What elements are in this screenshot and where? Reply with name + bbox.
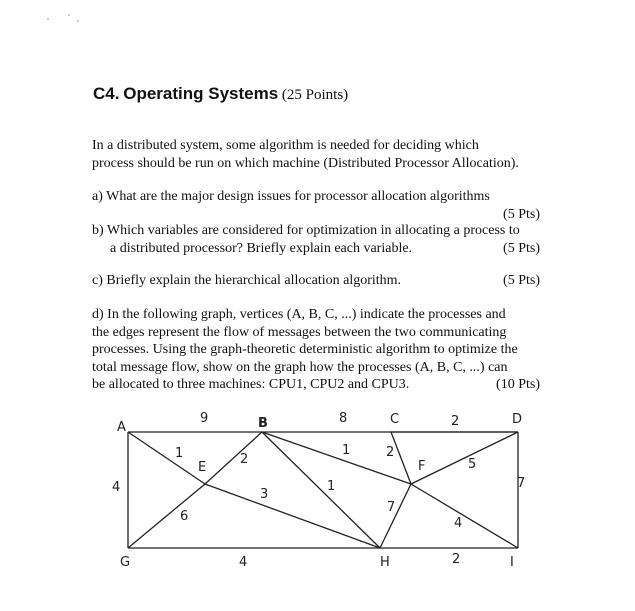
edge-weight-label: 4: [239, 555, 248, 570]
question-d-points: (10 Pts): [496, 377, 540, 392]
vertex-label-d: D: [512, 412, 523, 427]
question-b-line2: a distributed processor? Briefly explain each variable.: [110, 240, 413, 256]
edge-weight-label: 1: [342, 443, 351, 458]
edge-weight-label: 3: [260, 487, 269, 502]
edge-e-h: [205, 484, 380, 548]
edge-weight-label: 2: [451, 414, 460, 429]
edge-f-h: [380, 484, 411, 548]
vertex-label-b: B: [258, 416, 268, 431]
vertex-label-h: H: [380, 555, 390, 570]
intro-line: In a distributed system, some algorithm is needed for deciding which: [92, 138, 479, 153]
edge-weight-label: 2: [386, 445, 395, 460]
edge-f-d: [411, 432, 518, 484]
vertex-label-c: C: [390, 412, 400, 427]
edge-b-h: [262, 432, 380, 548]
question-b-points: (5 Pts): [503, 240, 540, 256]
question-d-line: processes. Using the graph-theoretic deterministic algorithm to optimize the: [92, 342, 518, 357]
edge-weight-label: 4: [112, 480, 121, 495]
edge-weight-label: 8: [339, 411, 348, 426]
edge-weight-label: 4: [454, 516, 463, 531]
vertex-label-a: A: [117, 420, 126, 435]
edge-weight-label: 6: [180, 509, 189, 524]
edge-weight-label: 1: [327, 479, 336, 494]
heading-points: (25 Points): [281, 87, 349, 103]
vertex-label-f: F: [418, 459, 426, 474]
vertex-label-g: G: [120, 555, 131, 570]
heading-code: C4.: [93, 84, 120, 103]
question-a-points: (5 Pts): [503, 206, 540, 222]
question-d-line: d) In the following graph, vertices (A, B, C, ...) indicate the processes and: [92, 307, 506, 322]
question-b-line1: b) Which variables are considered for optimization in allocating a process to: [92, 223, 520, 238]
edge-f-i: [411, 484, 518, 548]
question-a-text: a) What are the major design issues for processor allocation algorithms: [92, 189, 490, 204]
heading-title: Operating Systems: [123, 84, 279, 103]
vertex-label-e: E: [198, 460, 207, 475]
edge-weight-label: 9: [200, 411, 209, 426]
edge-b-e: [205, 432, 262, 484]
question-d-last-line: be allocated to three machines: CPU1, CPU2 and CPU3.: [92, 377, 410, 392]
edge-weight-label: 1: [175, 446, 184, 461]
edge-weight-label: 2: [452, 552, 461, 567]
edge-weight-label: 7: [517, 476, 526, 491]
question-d-line: total message flow, show on the graph how the processes (A, B, C, ...) can: [92, 359, 508, 375]
edge-a-e: [128, 432, 205, 484]
question-c-points: (5 Pts): [503, 273, 540, 288]
edge-e-g: [128, 484, 205, 548]
vertex-label-i: I: [510, 555, 514, 570]
edge-weight-label: 2: [240, 452, 249, 467]
question-d-line: the edges represent the flow of messages between the two communicating: [92, 324, 507, 340]
edge-weight-label: 7: [387, 500, 396, 515]
question-c-text: c) Briefly explain the hierarchical allocation algorithm.: [92, 273, 402, 288]
edge-weight-label: 5: [468, 457, 477, 472]
intro-line: process should be run on which machine (Distributed Processor Allocation).: [92, 155, 519, 171]
